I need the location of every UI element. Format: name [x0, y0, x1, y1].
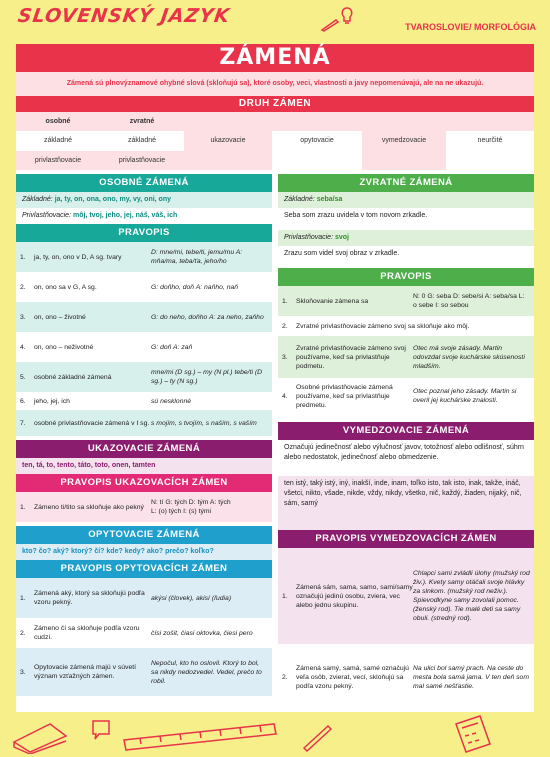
pen-icon [300, 722, 334, 752]
vymedzovacie-list: ten istý, taký istý, iný, inakší, inde, inam, toľko isto, tak isto, inak, takže, ináč, všetci, nikto, všade, nikde, vždy, nikdy, všetko, nič, každý, žiaden, nijaký, nič, sám, samý [278, 476, 534, 530]
table-row [278, 378, 534, 414]
num: 2. [282, 322, 288, 330]
num: 3. [282, 353, 288, 361]
calculator-icon [450, 714, 498, 754]
num: 1. [20, 594, 26, 602]
table-row [278, 548, 534, 644]
vymedzovacie-heading: VYMEDZOVACIE ZÁMENÁ [278, 422, 534, 440]
example: čísi zošit, čiasi oktovka, čiesi pero [151, 629, 253, 637]
zvratne-privl [278, 230, 534, 246]
druh-cell [272, 151, 362, 170]
num: 1. [282, 592, 288, 600]
value: seba/sa [316, 196, 343, 203]
num: 1. [282, 297, 288, 305]
example: Nepočul, kto ho oslovil. Ktorý to bol, sa nikdy nedozvedel. Vedel, prečo to robil. [151, 659, 262, 685]
table-row [16, 578, 272, 618]
rule: osobné privlastňovacie zámená v I sg. [34, 419, 150, 427]
table-row [16, 302, 272, 332]
table-row [16, 392, 272, 410]
zvratne-example-2: Zrazu som videl svoj obraz v zrkadle. [278, 246, 534, 268]
label: Privlastňovacie: [22, 212, 72, 219]
table-row [16, 272, 272, 302]
druh-cell: neurčité [446, 131, 534, 150]
druh-cell [446, 151, 534, 170]
value: kto? čo? aký? ktorý? čí? kde? kedy? ako? prečo? koľko? [22, 548, 214, 555]
druh-cell: zvratné [100, 112, 184, 131]
example: Otec poznal jeho zásady. Martin si overil jej kuchárske znalosti. [413, 388, 517, 404]
label: Privlastňovacie: [284, 234, 334, 241]
druh-cell: osobné [16, 112, 100, 131]
druh-cell: základné [100, 131, 184, 150]
num: 6. [20, 397, 26, 405]
rule: Zvratné privlastňovacie zámeno svoj sa skloňuje ako môj. [296, 322, 470, 330]
example: Otec má svoje zásady. Martin odovzdal svoje kuchárske skúsenosti mladším. [413, 344, 525, 370]
rule: Zámeno ti/tito sa skloňuje ako pekný [34, 503, 144, 511]
rule: on, ono – neživotné [34, 343, 94, 351]
lightbulb-icon [340, 6, 354, 26]
example: D: mne/mi, tebe/ti, jemu/mu A: mňa/ma, teba/ťa, jeho/ho [151, 249, 243, 265]
example: s mojím, s tvojím, s naším, s vaším [151, 419, 257, 427]
opytovacie-pravopis-heading: PRAVOPIS OPYTOVACÍCH ZÁMEN [16, 560, 272, 578]
num: 7. [20, 419, 26, 427]
ruler-icon [120, 716, 280, 752]
rule: Zámená sám, sama, samo, sami/samy označujú jedinú osobu, zviera, vec alebo jednu skupinu. [296, 583, 413, 609]
druh-cell [362, 151, 446, 170]
osobne-heading: OSOBNÉ ZÁMENÁ [16, 174, 272, 192]
right-column [278, 174, 534, 710]
vymedzovacie-desc: Označujú jedinečnosť alebo výlučnosť javov, totožnosť alebo odlišnosť, súhrn alebo nedostatok, jedinečnosť alebo obmedzenie. [278, 440, 534, 476]
osobne-pravopis-heading: PRAVOPIS [16, 224, 272, 242]
zvratne-zakladne [278, 192, 534, 208]
druh-cell: opytovacie [272, 131, 362, 150]
content-sheet [16, 44, 534, 712]
example: N: 0 G: seba D: sebe/si A: seba/sa L: o sebe I: so sebou [413, 293, 525, 309]
table-row [16, 618, 272, 648]
zvratne-heading: ZVRATNÉ ZÁMENÁ [278, 174, 534, 192]
rule: osobné základné zámená [34, 373, 112, 381]
example: mne/mi (D sg.) – my (N pl.) tebe/ti (D sg.) – ty (N sg.) [151, 369, 263, 385]
rule: Zámeno čí sa skloňuje podľa vzoru cudzí. [34, 625, 140, 641]
rule: Osobné privlastňovacie zámená používame, keď sa privlastňuje predmetu. [296, 383, 393, 409]
rule: Zvratné privlastňovacie zámeno svoj používame, keď sa privlastňuje podmetu. [296, 344, 406, 370]
rule: Zámená aký, ktorý sa skloňujú podľa vzoru pekný. [34, 590, 145, 606]
ukazovacie-list [16, 458, 272, 474]
brand-title: SLOVENSKÝ JAZYK [16, 5, 232, 27]
intro-text: Zámená sú plnovýznamové ohybné slová (skloňujú sa), ktoré osoby, veci, vlastnosti a javy nepomenúvajú, ale na ne ukazujú. [16, 72, 534, 96]
zvratne-pravopis-heading: PRAVOPIS [278, 268, 534, 286]
num: 4. [20, 343, 26, 351]
example: Na ulici bol samý prach. Na ceste do mesta bola samá jama. V ten deň som mal samé nešťastie. [413, 664, 529, 690]
rule: Opytovacie zámená majú v súvetí význam vzťažných zámen. [34, 664, 136, 680]
opytovacie-heading: OPYTOVACIE ZÁMENÁ [16, 526, 272, 544]
druh-zamen-grid [16, 112, 534, 170]
example: akýsi (človek), akisí (ľudia) [151, 594, 232, 602]
example: G: doň A: zaň [151, 343, 193, 351]
druh-cell [362, 112, 446, 131]
example [151, 498, 268, 516]
druh-cell: ukazovacie [184, 131, 272, 150]
druh-cell [272, 112, 362, 131]
druh-cell [184, 151, 272, 170]
table-row [16, 410, 272, 436]
table-row [278, 336, 534, 378]
example: G: do neho, doňho A: za neho, zaňho [151, 313, 264, 321]
value: ja, ty, on, ona, ono, my, vy, oni, ony [54, 196, 171, 203]
example: Chlapci sami zvládli úlohy (mužský rod živ.). Kvety samy otáčali svoje hlávky za slnkom. (mužský rod neživ.). Spievodkyne samy zovolali pomoc. (ženský rod). Tie malé deti sa samy obuli. (stredný rod). [413, 570, 530, 622]
druh-cell: základné [16, 131, 100, 150]
druh-cell: privlastňovacie [100, 151, 184, 170]
example: sú nesklonné [151, 397, 192, 405]
table-row [278, 286, 534, 316]
rule: Zámená samý, samá, samé označujú veľa osôb, zvierat, vecí, skloňujú sa podľa vzoru pekný. [296, 664, 409, 690]
num: 1. [20, 253, 26, 261]
num: 2. [20, 283, 26, 291]
footer-doodles [0, 712, 550, 757]
druh-cell [446, 112, 534, 131]
num: 3. [20, 313, 26, 321]
value: ten, tá, to, tento, táto, toto, onen, tamten [22, 462, 156, 469]
druh-zamen-heading: DRUH ZÁMEN [16, 96, 534, 112]
speech-bubble-icon [90, 718, 112, 742]
table-row [16, 492, 272, 522]
table-row [16, 242, 272, 272]
value: svoj [334, 234, 349, 241]
label: Základné: [22, 196, 53, 203]
num: 1. [20, 503, 26, 511]
num: 5. [20, 373, 26, 381]
vymedzovacie-pravopis-heading: PRAVOPIS VYMEDZOVACÍCH ZÁMEN [278, 530, 534, 548]
osobne-privl [16, 208, 272, 224]
table-row [16, 332, 272, 362]
pencil-doodle-icon [320, 18, 340, 32]
druh-cell: privlastňovacie [16, 151, 100, 170]
table-row [278, 316, 534, 336]
label: Základné: [284, 196, 315, 203]
rule: Skloňovanie zámena sa [296, 297, 369, 305]
rule: jeho, jej, ich [34, 397, 70, 405]
left-column [16, 174, 272, 696]
ukazovacie-heading: UKAZOVACIE ZÁMENÁ [16, 440, 272, 458]
druh-cell: vymedzovacie [362, 131, 446, 150]
num: 2. [20, 629, 26, 637]
book-icon [10, 714, 70, 754]
zvratne-example-1: Seba som zrazu uvidela v tom novom zrkadle. [278, 208, 534, 230]
page-title: ZÁMENÁ [16, 44, 534, 72]
table-row [278, 644, 534, 710]
rule: on, ono – životné [34, 313, 86, 321]
table-row [16, 362, 272, 392]
num: 2. [282, 673, 288, 681]
opytovacie-list [16, 544, 272, 560]
example-line: N: tí G: tých D: tým A: tých [151, 499, 231, 506]
rule: ja, ty, on, ono v D, A sg. tvary [34, 253, 122, 261]
subject-label: TVAROSLOVIE/ MORFOLÓGIA [405, 22, 536, 32]
table-row [16, 648, 272, 696]
value: môj, tvoj, jeho, jej, náš, váš, ich [72, 212, 178, 219]
example-line: L: (o) tých I: (s) tými [151, 508, 212, 515]
num: 4. [282, 392, 288, 400]
osobne-zakladne [16, 192, 272, 208]
num: 3. [20, 668, 26, 676]
ukazovacie-pravopis-heading: PRAVOPIS UKAZOVACÍCH ZÁMEN [16, 474, 272, 492]
druh-cell [184, 112, 272, 131]
example: G: doňho, doň A: naňho, naň [151, 283, 239, 291]
rule: on, ono sa v G, A sg. [34, 283, 97, 291]
